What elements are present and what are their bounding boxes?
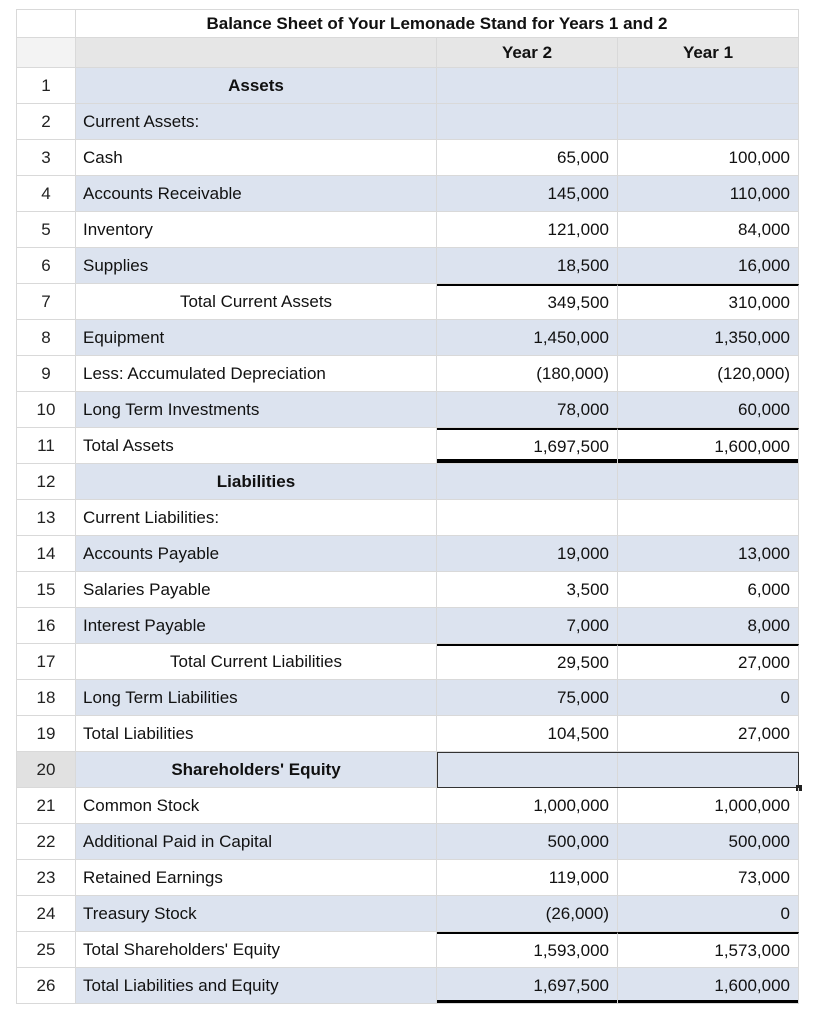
- year2-value-cell[interactable]: 119,000: [437, 860, 618, 896]
- year2-value-cell[interactable]: 1,450,000: [437, 320, 618, 356]
- row-number[interactable]: 6: [16, 248, 76, 284]
- row-label-cell[interactable]: Shareholders' Equity: [76, 752, 437, 788]
- row-number[interactable]: 22: [16, 824, 76, 860]
- year1-value-cell[interactable]: 84,000: [618, 212, 799, 248]
- row-number[interactable]: 24: [16, 896, 76, 932]
- row-label-cell[interactable]: Long Term Liabilities: [76, 680, 437, 716]
- table-row: [16, 536, 799, 572]
- year1-value-cell[interactable]: 16,000: [618, 248, 799, 284]
- year1-value-cell[interactable]: [618, 500, 799, 536]
- year1-value-cell[interactable]: (120,000): [618, 356, 799, 392]
- table-row: [16, 248, 799, 284]
- row-number[interactable]: 18: [16, 680, 76, 716]
- row-label-cell[interactable]: Retained Earnings: [76, 860, 437, 896]
- row-number[interactable]: 16: [16, 608, 76, 644]
- row-label-cell[interactable]: Long Term Investments: [76, 392, 437, 428]
- year2-value-cell[interactable]: 1,697,500: [437, 968, 618, 1004]
- row-label-cell[interactable]: Supplies: [76, 248, 437, 284]
- year2-value-cell[interactable]: 3,500: [437, 572, 618, 608]
- row-number[interactable]: 9: [16, 356, 76, 392]
- year2-value-cell[interactable]: 78,000: [437, 392, 618, 428]
- row-label-cell[interactable]: Total Liabilities: [76, 716, 437, 752]
- row-label-cell[interactable]: Interest Payable: [76, 608, 437, 644]
- year1-value-cell[interactable]: [618, 752, 799, 788]
- year2-value-cell[interactable]: 500,000: [437, 824, 618, 860]
- year2-value-cell[interactable]: [437, 464, 618, 500]
- row-label-cell[interactable]: Treasury Stock: [76, 896, 437, 932]
- row-number[interactable]: 19: [16, 716, 76, 752]
- corner-cell[interactable]: [16, 9, 76, 38]
- year1-value-cell[interactable]: 1,000,000: [618, 788, 799, 824]
- row-label-cell[interactable]: Total Shareholders' Equity: [76, 932, 437, 968]
- spreadsheet: [16, 9, 799, 1004]
- row-number[interactable]: 4: [16, 176, 76, 212]
- table-row: [16, 680, 799, 716]
- row-number[interactable]: 10: [16, 392, 76, 428]
- year1-value-cell[interactable]: [618, 104, 799, 140]
- year2-header[interactable]: Year 2: [437, 38, 618, 68]
- year2-value-cell[interactable]: 65,000: [437, 140, 618, 176]
- year2-value-cell[interactable]: [437, 500, 618, 536]
- title-row: [16, 9, 799, 38]
- row-number[interactable]: 23: [16, 860, 76, 896]
- table-row: [16, 788, 799, 824]
- year2-value-cell[interactable]: (26,000): [437, 896, 618, 932]
- row-label-cell[interactable]: Total Current Liabilities: [76, 644, 437, 680]
- table-row: [16, 968, 799, 1004]
- row-label-cell[interactable]: Accounts Payable: [76, 536, 437, 572]
- year2-value-cell[interactable]: 19,000: [437, 536, 618, 572]
- header-label-cell[interactable]: [76, 38, 437, 68]
- year1-value-cell[interactable]: 1,600,000: [618, 428, 799, 464]
- row-number[interactable]: 11: [16, 428, 76, 464]
- year2-value-cell[interactable]: 1,000,000: [437, 788, 618, 824]
- year2-value-cell[interactable]: 18,500: [437, 248, 618, 284]
- row-label-cell[interactable]: Total Assets: [76, 428, 437, 464]
- row-label-cell[interactable]: Liabilities: [76, 464, 437, 500]
- year1-value-cell[interactable]: 1,573,000: [618, 932, 799, 968]
- table-row: [16, 896, 799, 932]
- row-number[interactable]: 14: [16, 536, 76, 572]
- table-row: [16, 716, 799, 752]
- year1-value-cell[interactable]: 100,000: [618, 140, 799, 176]
- year1-value-cell[interactable]: 60,000: [618, 392, 799, 428]
- table-row: [16, 608, 799, 644]
- row-number[interactable]: 20: [16, 752, 76, 788]
- table-row: [16, 356, 799, 392]
- year1-value-cell[interactable]: 500,000: [618, 824, 799, 860]
- table-row: [16, 140, 799, 176]
- year1-value-cell[interactable]: 27,000: [618, 644, 799, 680]
- year1-value-cell[interactable]: [618, 68, 799, 104]
- table-row: [16, 464, 799, 500]
- row-number[interactable]: 2: [16, 104, 76, 140]
- row-number[interactable]: 13: [16, 500, 76, 536]
- row-label-cell[interactable]: Total Liabilities and Equity: [76, 968, 437, 1004]
- row-label-cell[interactable]: Less: Accumulated Depreciation: [76, 356, 437, 392]
- table-row: [16, 68, 799, 104]
- table-row: [16, 284, 799, 320]
- table-row: [16, 212, 799, 248]
- row-number[interactable]: 3: [16, 140, 76, 176]
- year1-value-cell[interactable]: 13,000: [618, 536, 799, 572]
- year2-value-cell[interactable]: (180,000): [437, 356, 618, 392]
- row-label-cell[interactable]: Current Liabilities:: [76, 500, 437, 536]
- table-row: [16, 572, 799, 608]
- row-number[interactable]: 25: [16, 932, 76, 968]
- year1-value-cell[interactable]: 110,000: [618, 176, 799, 212]
- year1-value-cell[interactable]: 310,000: [618, 284, 799, 320]
- table-body: [16, 68, 799, 1004]
- year2-value-cell[interactable]: 7,000: [437, 608, 618, 644]
- year2-value-cell[interactable]: 104,500: [437, 716, 618, 752]
- year1-value-cell[interactable]: 8,000: [618, 608, 799, 644]
- year2-value-cell[interactable]: 1,697,500: [437, 428, 618, 464]
- year1-value-cell[interactable]: [618, 464, 799, 500]
- year1-value-cell[interactable]: 1,600,000: [618, 968, 799, 1004]
- table-row: [16, 320, 799, 356]
- sheet-title[interactable]: Balance Sheet of Your Lemonade Stand for Years 1 and 2: [76, 9, 799, 38]
- year2-value-cell[interactable]: [437, 752, 618, 788]
- year2-value-cell[interactable]: 75,000: [437, 680, 618, 716]
- row-label-cell[interactable]: Inventory: [76, 212, 437, 248]
- table-row: [16, 824, 799, 860]
- year2-value-cell[interactable]: [437, 68, 618, 104]
- table-row: [16, 860, 799, 896]
- row-number[interactable]: 8: [16, 320, 76, 356]
- table-row: [16, 176, 799, 212]
- row-number[interactable]: 5: [16, 212, 76, 248]
- year1-value-cell[interactable]: 27,000: [618, 716, 799, 752]
- year1-header[interactable]: Year 1: [618, 38, 799, 68]
- table-row: [16, 932, 799, 968]
- row-number[interactable]: 1: [16, 68, 76, 104]
- row-number[interactable]: 17: [16, 644, 76, 680]
- year2-value-cell[interactable]: [437, 104, 618, 140]
- column-header-row: [16, 38, 799, 68]
- table-row: [16, 428, 799, 464]
- table-row: [16, 752, 799, 788]
- row-label-cell[interactable]: Common Stock: [76, 788, 437, 824]
- row-label-cell[interactable]: Accounts Receivable: [76, 176, 437, 212]
- year1-value-cell[interactable]: 73,000: [618, 860, 799, 896]
- row-label-cell[interactable]: Assets: [76, 68, 437, 104]
- table-row: [16, 644, 799, 680]
- row-label-cell[interactable]: Current Assets:: [76, 104, 437, 140]
- row-number[interactable]: 7: [16, 284, 76, 320]
- year2-value-cell[interactable]: 121,000: [437, 212, 618, 248]
- row-number[interactable]: 15: [16, 572, 76, 608]
- year2-value-cell[interactable]: 145,000: [437, 176, 618, 212]
- table-row: [16, 104, 799, 140]
- year1-value-cell[interactable]: 0: [618, 896, 799, 932]
- row-label-cell[interactable]: Total Current Assets: [76, 284, 437, 320]
- year2-value-cell[interactable]: 349,500: [437, 284, 618, 320]
- row-number[interactable]: 12: [16, 464, 76, 500]
- year2-value-cell[interactable]: 29,500: [437, 644, 618, 680]
- header-rownum-cell[interactable]: [16, 38, 76, 68]
- row-label-cell[interactable]: Salaries Payable: [76, 572, 437, 608]
- year1-value-cell[interactable]: 0: [618, 680, 799, 716]
- row-label-cell[interactable]: Equipment: [76, 320, 437, 356]
- year1-value-cell[interactable]: 6,000: [618, 572, 799, 608]
- row-label-cell[interactable]: Cash: [76, 140, 437, 176]
- row-label-cell[interactable]: Additional Paid in Capital: [76, 824, 437, 860]
- row-number[interactable]: 21: [16, 788, 76, 824]
- table-row: [16, 500, 799, 536]
- year1-value-cell[interactable]: 1,350,000: [618, 320, 799, 356]
- year2-value-cell[interactable]: 1,593,000: [437, 932, 618, 968]
- table-row: [16, 392, 799, 428]
- row-number[interactable]: 26: [16, 968, 76, 1004]
